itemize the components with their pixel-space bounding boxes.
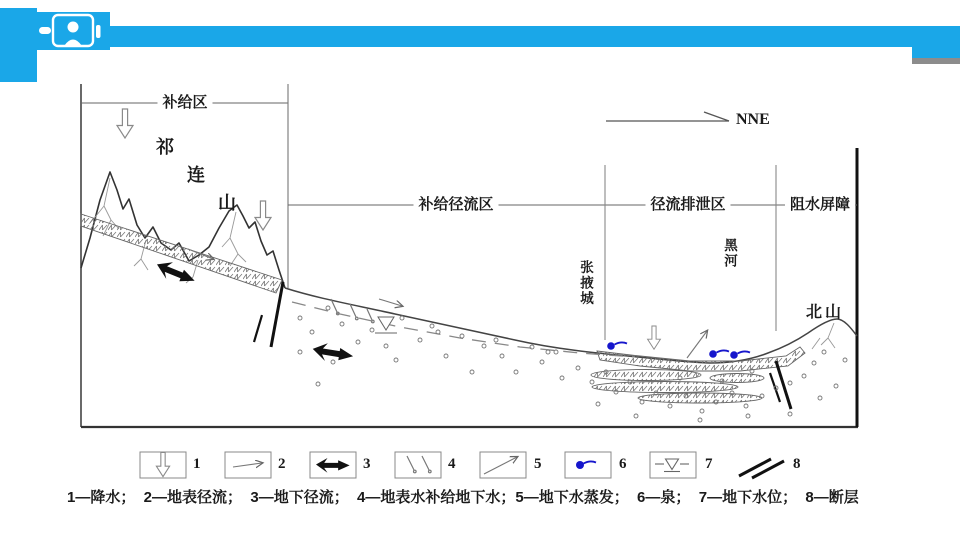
north-mountain-label: 北山	[806, 304, 845, 321]
legend-num-5: 5	[534, 456, 542, 472]
nne-label: NNE	[736, 111, 770, 128]
legend-num-1: 1	[193, 456, 201, 472]
qilian-mountain-label: 山	[218, 193, 236, 213]
fault-left	[254, 282, 283, 347]
zhangye-city-label: 张掖城	[578, 260, 593, 307]
qilian-mountain-label: 祁	[156, 137, 174, 157]
legend-num-4: 4	[448, 456, 456, 472]
legend-boxes	[140, 452, 696, 478]
zone-label-barrier: 阻水屏障	[785, 196, 855, 214]
legend-caption: 1—降水； 2—地表径流； 3—地下径流； 4—地表水补给地下水；5—地下水蒸发； 6—泉； 7—地下水位； 8—断层	[67, 489, 859, 506]
zone-label-recharge: 补给区	[157, 94, 212, 112]
qilian-mountain-label: 连	[187, 165, 205, 185]
zone-label-runoff-discharge: 径流排泄区	[645, 196, 730, 214]
legend-num-3: 3	[363, 456, 371, 472]
nne-arrow	[606, 112, 729, 121]
heihe-river-label: 黑河	[722, 238, 737, 269]
aquifer-lenses	[591, 347, 805, 403]
fault-right	[770, 361, 791, 409]
evaporation-arrow	[687, 331, 707, 358]
surface-runoff-arrows	[188, 249, 402, 306]
legend-fault-lines	[739, 459, 784, 478]
legend-num-8: 8	[793, 456, 801, 472]
legend-num-7: 7	[705, 456, 713, 472]
legend-num-2: 2	[278, 456, 286, 472]
zone-label-recharge-runoff: 补给径流区	[413, 196, 498, 214]
legend-num-6: 6	[619, 456, 627, 472]
recharge-ticks	[331, 299, 374, 323]
